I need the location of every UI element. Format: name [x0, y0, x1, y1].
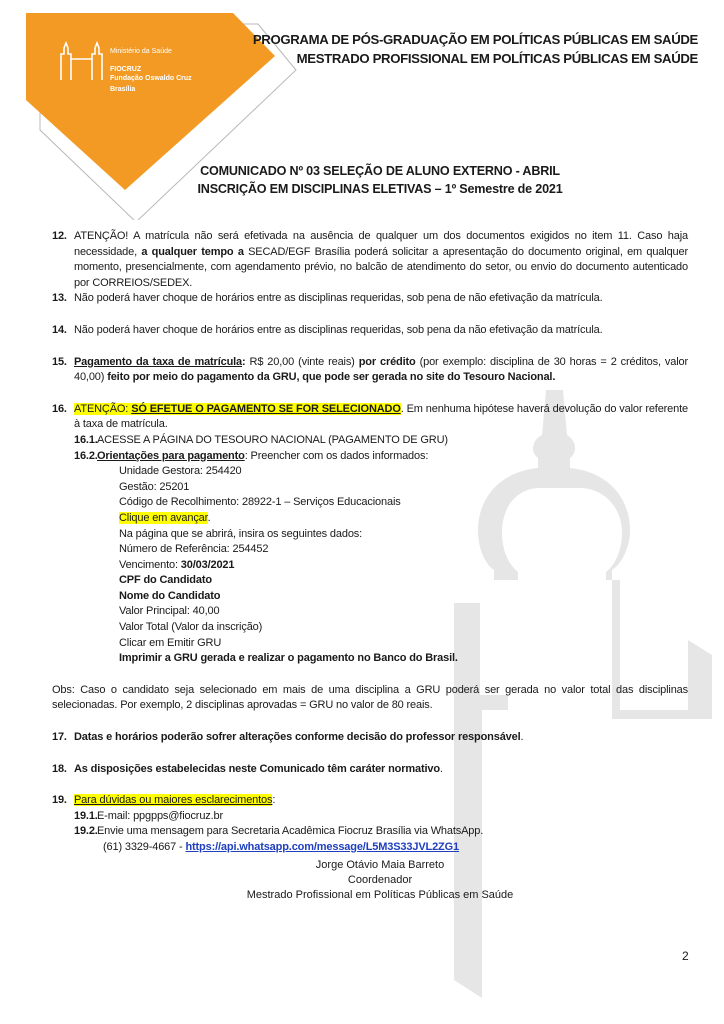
signature-block [200, 858, 560, 903]
whatsapp-contact [52, 840, 688, 856]
item-16-1 [52, 433, 688, 449]
emitir-gru: Clicar em Emitir GRU [119, 636, 222, 649]
signature-program: Mestrado Profissional em Políticas Públicas em Saúde [246, 889, 514, 901]
highlight-text: ATENÇÃO: [74, 402, 132, 415]
item-number: 13. [52, 292, 67, 305]
logo-org-short: FIOCRUZ [110, 66, 142, 73]
highlight-bold-text: SÓ EFETUE O PAGAMENTO SE FOR SELECIONADO [131, 402, 401, 415]
email-text: E-mail: ppgpps@fiocruz.br [97, 809, 224, 822]
item-text-bold: Datas e horários poderão sofrer alterações conforme decisão do professor responsável [74, 731, 521, 744]
subitem-text: Envie uma mensagem para Secretaria Acadêmica Fiocruz Brasília via WhatsApp. [97, 825, 484, 838]
subitem-text: ACESSE A PÁGINA DO TESOURO NACIONAL (PAGAMENTO DE GRU) [97, 433, 448, 446]
page-number: 2 [682, 949, 689, 963]
item-17 [52, 730, 688, 746]
subitem-number: 19.1. [74, 809, 98, 822]
item-text: Não poderá haver choque de horários entre as disciplinas requeridas, sob pena de não efetivação da matrícula. [74, 292, 603, 305]
signature-name: Jorge Otávio Maia Barreto [315, 859, 445, 871]
item-13 [52, 291, 688, 307]
payment-instructions-label: Orientações para pagamento [97, 449, 245, 462]
program-line-2: MESTRADO PROFISSIONAL EM POLÍTICAS PÚBLICAS EM SAÚDE [296, 51, 698, 66]
subitem-number: 19.2. [74, 825, 98, 838]
nome-candidato: Nome do Candidato [119, 589, 221, 602]
item-text-bold: a qualquer tempo a [141, 245, 244, 258]
cpf-candidato: CPF do Candidato [119, 574, 212, 587]
codigo-recolhimento: Código de Recolhimento: 28922-1 – Serviços Educacionais [119, 496, 401, 509]
valor-total: Valor Total (Valor da inscrição) [119, 621, 263, 634]
unidade-gestora: Unidade Gestora: 254420 [119, 465, 242, 478]
program-header [253, 30, 698, 68]
item-number: 18. [52, 762, 67, 775]
item-text: Não poderá haver choque de horários entre as disciplinas requeridas, sob pena da não efetivação da matrícula. [74, 323, 603, 336]
numero-referencia: Número de Referência: 254452 [119, 543, 269, 556]
obs-note: Obs: Caso o candidato seja selecionado em mais de uma disciplina a GRU poderá ser gerada no valor total das disciplinas selecionadas. Por exemplo, 2 disciplinas aprovadas = GRU no valor de 80 reais. [52, 683, 688, 712]
item-number: 14. [52, 323, 67, 336]
colon: : [272, 794, 276, 807]
imprimir-gru: Imprimir a GRU gerada e realizar o pagamento no Banco do Brasil. [119, 652, 458, 665]
period: . [439, 762, 443, 775]
item-16 [52, 402, 688, 433]
vencimento [119, 558, 688, 574]
item-number: 12. [52, 230, 67, 242]
item-text-bold: feito por meio do pagamento da GRU, que pode ser gerada no site do Tesouro Nacional. [107, 371, 556, 384]
item-19-1 [52, 809, 688, 825]
valor-principal: Valor Principal: 40,00 [119, 605, 220, 618]
highlight-text: Para dúvidas ou maiores esclarecimentos [74, 794, 273, 807]
subitem-number: 16.1. [74, 433, 98, 446]
item-number: 16. [52, 402, 67, 415]
item-18 [52, 762, 688, 778]
item-19-2 [52, 824, 688, 840]
item-number: 17. [52, 731, 67, 744]
pagina-dados: Na página que se abrirá, insira os seguintes dados: [119, 527, 363, 540]
colon: : [242, 355, 246, 368]
item-number: 19. [52, 794, 67, 807]
period: . [520, 731, 524, 744]
communique-title-line-2: INSCRIÇÃO EM DISCIPLINAS ELETIVAS – 1º Semestre de 2021 [197, 182, 563, 196]
subitem-text: : Preencher com os dados informados: [244, 449, 429, 462]
phone-number: (61) 3329-4667 - [103, 841, 186, 853]
item-15 [52, 355, 688, 386]
item-19 [52, 793, 688, 809]
subitem-number: 16.2. [74, 449, 98, 462]
whatsapp-link[interactable]: https://api.whatsapp.com/message/L5M3S33JVL2ZG1 [185, 841, 459, 853]
logo-ministry: Ministério da Saúde [110, 48, 172, 55]
vencimento-value: 30/03/2021 [180, 558, 235, 571]
fiocruz-castle-logo-icon [58, 40, 106, 82]
item-12 [52, 229, 688, 291]
item-text: ATENÇÃO! A matrícula não será efetivada na ausência de qualquer um dos documentos exigidos no item 11. Caso haja necessidade, [74, 230, 688, 258]
program-line-1: PROGRAMA DE PÓS-GRADUAÇÃO EM POLÍTICAS PÚBLICAS EM SAÚDE [252, 32, 698, 47]
clique-avancar-line [119, 511, 688, 527]
item-text: (por exemplo: disciplina de 30 horas = 2 créditos, valor 40,00) [74, 355, 688, 384]
clique-avancar: Clique em avançar [119, 511, 208, 524]
document-body [52, 229, 688, 856]
item-14 [52, 323, 688, 339]
vencimento-label: Vencimento: [119, 558, 181, 571]
item-text: SECAD/EGF Brasília poderá solicitar a apresentação do documento original, em qualquer momento, presencialmente, com agendamento prévio, no balcão de atendimento do setor, ou envio do documento autenticado por CORREIOS/SEDEX. [74, 245, 688, 289]
item-text-bold: por crédito [358, 355, 416, 368]
item-text: R$ 20,00 (vinte reais) [245, 355, 359, 368]
logo-org-full: Fundação Oswaldo Cruz [110, 75, 192, 82]
signature-role: Coordenador [347, 874, 413, 886]
item-number: 15. [52, 355, 67, 368]
item-text: . Em nenhuma hipótese haverá devolução do valor referente à taxa de matrícula. [74, 402, 688, 431]
communique-title-line-1: COMUNICADO Nº 03 SELEÇÃO DE ALUNO EXTERNO - ABRIL [200, 164, 560, 178]
logo-text [110, 47, 192, 94]
gestao: Gestão: 25201 [119, 480, 190, 493]
payment-fee-label: Pagamento da taxa de matrícula [74, 355, 243, 368]
item-text-bold: As disposições estabelecidas neste Comunicado têm caráter normativo [74, 762, 440, 775]
communique-title [140, 162, 620, 198]
item-16-2 [52, 449, 688, 465]
logo-city: Brasília [110, 86, 136, 93]
period: . [207, 511, 211, 524]
payment-instructions [52, 464, 688, 667]
